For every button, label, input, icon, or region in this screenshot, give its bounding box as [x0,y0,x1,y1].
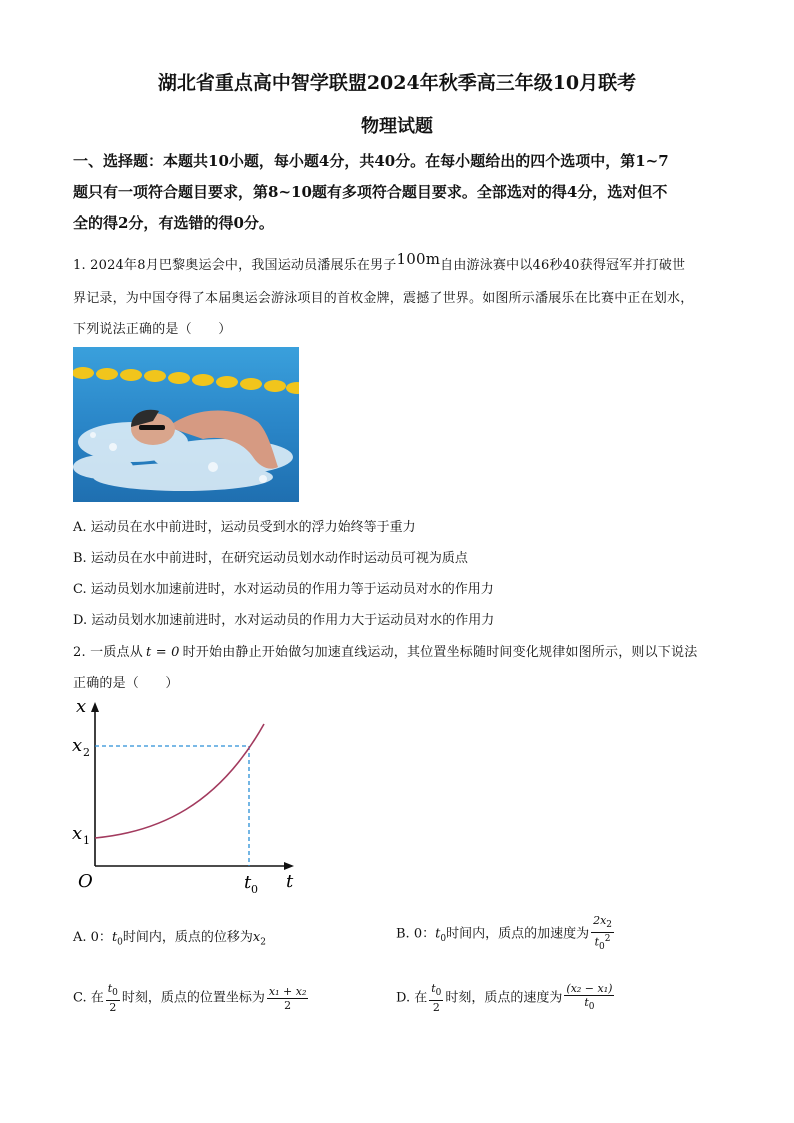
x1-label-sub: 1 [83,834,90,847]
q2-option-d-ans-den: t [584,996,589,1009]
q2-option-c-frac-den: 2 [109,1001,117,1015]
q2-option-a-t-sub: 0 [117,937,123,948]
q2-option-b-num-sub: 2 [606,920,613,931]
x1-label: x [72,823,83,844]
q2-option-b-fraction [591,914,614,954]
origin-label: O [78,871,93,892]
q2-option-a-text: 时间内，质点的位移为 [122,930,253,945]
q2-option-b-num: 2x [593,914,607,927]
q1-option-c[interactable]: C. 运动员划水加速前进时，水对运动员的作用力等于运动员对水的作用力 [73,582,494,597]
q1-unit: 100m [396,250,441,268]
x-axis-arrow-icon [284,862,294,870]
q2-line2: 正确的是（ ） [73,676,179,691]
q2-option-d-time-fraction [429,982,443,1014]
q1-option-a[interactable]: A. 运动员在水中前进时，运动员受到水的浮力始终等于重力 [73,520,416,535]
q2-option-a-x-sub: 2 [260,937,266,948]
section-instructions-line3: 全的得2分，有选错的得0分。 [73,214,274,232]
q2-option-d[interactable] [396,982,616,1014]
q2-option-d-pre: D. 在 [396,990,428,1006]
section-instructions-line1: 一、选择题：本题共10小题，每小题4分，共40分。在每小题给出的四个选项中，第1~7 [73,152,669,170]
q2-option-a[interactable] [73,926,266,948]
q2-option-c-answer-fraction [267,985,308,1012]
q2-option-a-pre: A. 0： [73,930,112,945]
q2-option-c-frac-num-sub: 0 [112,988,118,999]
y-axis-label: x [76,696,87,717]
page-title: 湖北省重点高中智学联盟2024年秋季高三年级10月联考 [157,72,637,94]
q2-math-t0: t = 0 [145,645,180,660]
q1-line1-pre: 1. 2024年8月巴黎奥运会中，我国运动员潘展乐在男子 [73,258,397,273]
q2-option-a-x: x [252,930,261,945]
q2-option-b-den-sup: 2 [604,934,611,945]
swimmer-photo [73,347,299,502]
q1-line3: 下列说法正确的是（ ） [73,322,232,337]
q2-option-a-t: t [111,930,118,945]
q1-line1 [73,250,686,273]
q1-option-d[interactable]: D. 运动员划水加速前进时，水对运动员的作用力大于运动员对水的作用力 [73,613,495,628]
q1-option-b[interactable]: B. 运动员在水中前进时，在研究运动员划水动作时运动员可视为质点 [73,551,468,566]
q2-option-c-ans-den: 2 [284,998,292,1012]
t0-label: t [244,872,252,893]
position-time-graph [68,696,308,896]
q2-option-b-t-sub: 0 [440,934,447,945]
page-subtitle: 物理试题 [361,116,433,137]
q2-option-d-frac-den: 2 [432,1001,440,1015]
q2-option-c-pre: C. 在 [73,990,104,1006]
q2-option-b-den-sub: 0 [599,942,605,953]
q2-option-b-pre: B. 0： [396,926,436,942]
section-instructions-line2: 题只有一项符合题目要求，第8~10题有多项符合题目要求。全部选对的得4分，选对但不 [73,183,668,201]
q2-line1-post: 时开始由静止开始做匀加速直线运动，其位置坐标随时间变化规律如图所示，则以下说法 [182,645,698,660]
q2-option-d-ans-den-sub: 0 [588,1002,595,1013]
q1-line2: 界记录，为中国夺得了本届奥运会游泳项目的首枚金牌，震撼了世界。如图所示潘展乐在比赛中正在划水， [73,291,694,306]
x2-label: x [72,735,83,756]
q2-option-b-den: t [594,935,600,949]
q1-line1-post: 自由游泳赛中以46秒40获得冠军并打破世 [440,258,686,273]
q2-option-b-text: 时间内，质点的加速度为 [446,926,590,942]
q2-option-c-text: 时刻，质点的位置坐标为 [121,990,265,1006]
y-axis-arrow-icon [91,702,99,712]
position-curve [95,724,264,838]
q2-option-d-ans-num: (x₂ − x₁) [566,982,613,995]
q2-option-b-t: t [435,926,441,942]
q2-option-d-text: 时刻，质点的速度为 [445,990,563,1006]
q2-option-c[interactable] [73,982,310,1014]
q2-line1 [73,641,697,660]
t0-label-sub: 0 [251,883,258,896]
q2-option-c-ans-num: x₁ + x₂ [268,984,307,998]
q2-option-d-answer-fraction [564,982,614,1014]
q2-option-b[interactable] [396,914,616,954]
q2-option-d-frac-num-sub: 0 [435,988,442,999]
x-axis-label: t [286,871,294,892]
x2-label-sub: 2 [83,746,90,759]
q2-line1-pre: 2. 一质点从 [73,645,143,660]
q2-option-d-frac-num: t [431,982,436,995]
q2-option-c-time-fraction [106,982,120,1014]
q2-option-c-frac-num: t [107,982,113,995]
